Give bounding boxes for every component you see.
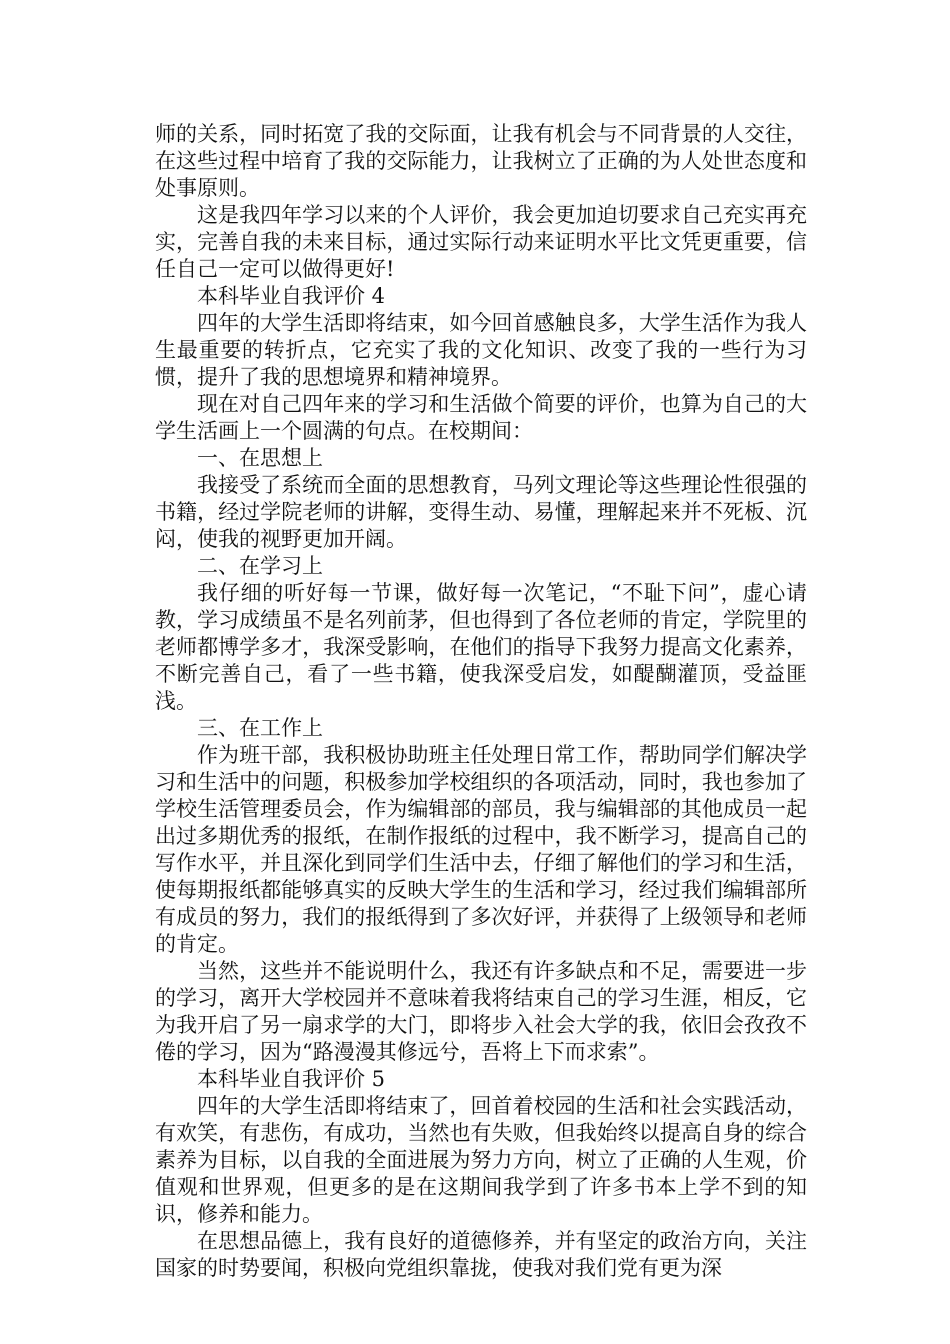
paragraph: 作为班干部，我积极协助班主任处理日常工作，帮助同学们解决学习和生活中的问题，积极参加学校组织的各项活动，同时，我也参加了学校生活管理委员会，作为编辑部的部员，我与编辑部的其他成员一起出过多期优秀的报纸，在制作报纸的过程中，我不断学习，提高自己的写作水平，并且深化到同学们生活中去，仔细了解他们的学习和生活，使每期报纸都能够真实的反映大学生的生活和学习，经过我们编辑部所有成员的努力，我们的报纸得到了多次好评，并获得了上级领导和老师的肯定。 [155, 743, 807, 956]
paragraph: 我接受了系统而全面的思想教育，马列文理论等这些理论性很强的书籍，经过学院老师的讲解，变得生动、易懂，理解起来并不死板、沉闷，使我的视野更加开阔。 [155, 473, 807, 551]
subsection-heading: 三、在工作上 [197, 716, 323, 740]
paragraph: 四年的大学生活即将结束，如今回首感触良多，大学生活作为我人生最重要的转折点，它充实了我的文化知识、改变了我的一些行为习惯，提升了我的思想境界和精神境界。 [155, 311, 807, 389]
paragraph: 这是我四年学习以来的个人评价，我会更加迫切要求自己充实再充实，完善自我的未来目标，通过实际行动来证明水平比文凭更重要，信任自己一定可以做得更好! [155, 203, 807, 281]
paragraph: 师的关系，同时拓宽了我的交际面，让我有机会与不同背景的人交往，在这些过程中培育了我的交际能力，让我树立了正确的为人处世态度和处事原则。 [155, 122, 807, 200]
subsection-heading: 二、在学习上 [197, 554, 323, 578]
paragraph: 当然，这些并不能说明什么，我还有许多缺点和不足，需要进一步的学习，离开大学校园并不意味着我将结束自己的学习生涯，相反，它为我开启了另一扇求学的大门，即将步入社会大学的我，依旧会孜孜不倦的学习，因为“路漫漫其修远兮，吾将上下而求索”。 [155, 959, 807, 1064]
paragraph: 我仔细的听好每一节课，做好每一次笔记，“不耻下问”，虚心请教，学习成绩虽不是名列前茅，但也得到了各位老师的肯定，学院里的老师都博学多才，我深受影响，在他们的指导下我努力提高文化素养，不断完善自己，看了一些书籍，使我深受启发，如醍醐灌顶，受益匪浅。 [155, 581, 807, 713]
paragraph: 四年的大学生活即将结束了，回首着校园的生活和社会实践活动，有欢笑，有悲伤，有成功，当然也有失败，但我始终以提高自身的综合素养为目标，以自我的全面进展为努力方向，树立了正确的人生观，价值观和世界观，但更多的是在这期间我学到了许多书本上学不到的知识，修养和能力。 [155, 1094, 807, 1226]
paragraph: 在思想品德上，我有良好的道德修养，并有坚定的政治方向，关注国家的时势要闻，积极向党组织靠拢，使我对我们党有更为深 [155, 1229, 807, 1280]
section-heading: 本科毕业自我评价 5 [197, 1067, 386, 1091]
subsection-heading: 一、在思想上 [197, 446, 323, 470]
section-heading: 本科毕业自我评价 4 [197, 284, 386, 308]
paragraph: 现在对自己四年来的学习和生活做个简要的评价，也算为自己的大学生活画上一个圆满的句点。在校期间： [155, 392, 807, 443]
document-body [155, 121, 807, 1282]
